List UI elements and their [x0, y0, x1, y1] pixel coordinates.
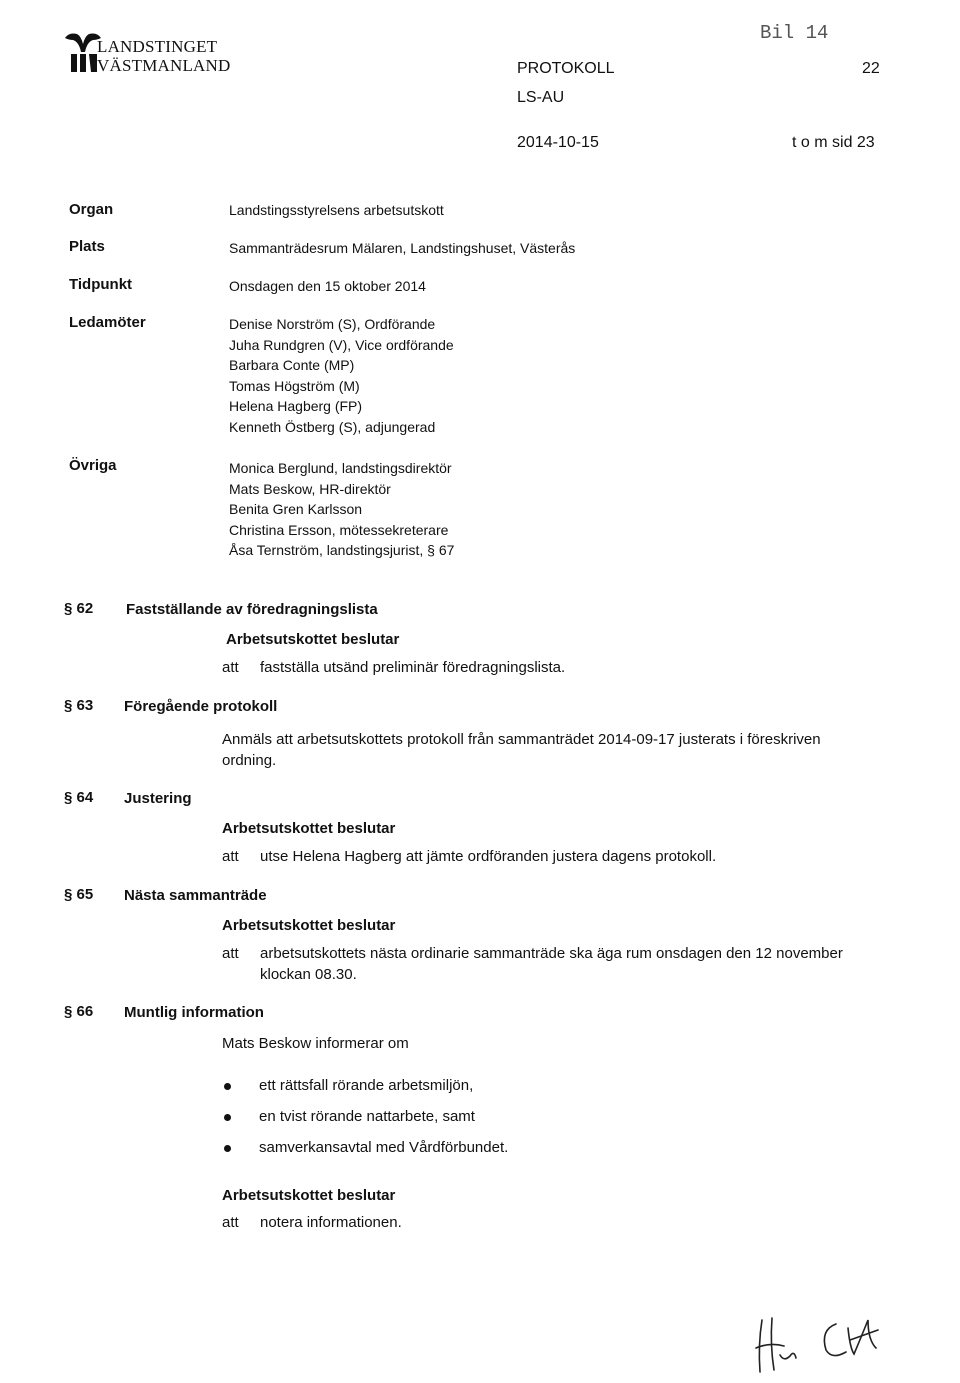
- tidpunkt-label: Tidpunkt: [69, 276, 133, 293]
- decision-text: notera informationen.: [260, 1214, 402, 1231]
- section-number: § 63: [64, 697, 94, 714]
- ovriga-label: Övriga: [69, 457, 117, 474]
- decision-label: Arbetsutskottet beslutar: [222, 917, 396, 934]
- list-item: [259, 1108, 475, 1125]
- meeting-date: 2014-10-15: [517, 134, 599, 151]
- decision-text: klockan 08.30.: [260, 966, 357, 983]
- ledamot: Kenneth Östberg (S), adjungerad: [229, 418, 436, 435]
- ledamot: Denise Norström (S), Ordförande: [229, 316, 436, 332]
- ovrig-person: Benita Gren Karlsson: [229, 501, 363, 517]
- ledamot: Tomas Högström (M): [229, 377, 360, 394]
- bullet-icon: [224, 1114, 231, 1121]
- doc-type: PROTOKOLL: [517, 60, 615, 77]
- att-keyword: att: [222, 659, 239, 676]
- organ-value: Landstingsstyrelsens arbetsutskott: [229, 202, 444, 218]
- ledamot: Barbara Conte (MP): [229, 357, 355, 373]
- plats-label: Plats: [69, 238, 105, 255]
- att-keyword: att: [222, 1214, 239, 1231]
- page-number: 22: [862, 60, 880, 77]
- section-title: Justering: [124, 790, 192, 807]
- org-name-line1: LANDSTINGET: [97, 37, 218, 56]
- decision-label: Arbetsutskottet beslutar: [226, 631, 400, 648]
- section-number: § 64: [64, 789, 94, 806]
- organ-label: Organ: [69, 201, 114, 218]
- section-text: ordning.: [222, 752, 277, 769]
- list-item-text: en tvist rörande nattarbete, samt: [259, 1108, 475, 1125]
- bil-stamp: Bil 14: [760, 22, 829, 44]
- decision-text: fastställa utsänd preliminär föredragningslista.: [260, 659, 566, 676]
- bullet-icon: [224, 1083, 231, 1090]
- att-keyword: att: [222, 848, 239, 865]
- list-item: [259, 1077, 473, 1094]
- ledamot: Juha Rundgren (V), Vice ordförande: [229, 336, 454, 353]
- section-title: Föregående protokoll: [124, 698, 278, 715]
- att-keyword: att: [222, 945, 239, 962]
- ledamoter-label: Ledamöter: [69, 314, 146, 331]
- section-number: § 66: [64, 1003, 94, 1020]
- handwritten-initials-signature: [750, 1300, 900, 1380]
- list-item-text: ett rättsfall rörande arbetsmiljön,: [259, 1077, 474, 1094]
- section-title: Muntlig information: [124, 1004, 264, 1021]
- decision-label: Arbetsutskottet beslutar: [222, 1187, 396, 1204]
- plats-value: Sammanträdesrum Mälaren, Landstingshuset, Västerås: [229, 240, 576, 256]
- org-name-line2: VÄSTMANLAND: [97, 56, 231, 75]
- section-title: Fastställande av föredragningslista: [126, 601, 378, 618]
- section-number: § 65: [64, 886, 94, 903]
- list-item-text: samverkansavtal med Vårdförbundet.: [259, 1139, 509, 1156]
- decision-text: arbetsutskottets nästa ordinarie sammanträde ska äga rum onsdagen den 12 november: [260, 945, 843, 962]
- section-number: § 62: [64, 600, 94, 617]
- decision-text: utse Helena Hagberg att jämte ordföranden justera dagens protokoll.: [260, 848, 717, 865]
- ledamoter-list: [229, 314, 454, 437]
- ovrig-person: Mats Beskow, HR-direktör: [229, 480, 391, 497]
- section-text: Anmäls att arbetsutskottets protokoll från sammanträdet 2014-09-17 justerats i föreskriven: [222, 731, 821, 748]
- logo: [63, 30, 233, 78]
- ovrig-person: Monica Berglund, landstingsdirektör: [229, 460, 452, 476]
- page-range: t o m sid 23: [792, 134, 875, 151]
- section-intro: Mats Beskow informerar om: [222, 1035, 409, 1052]
- ovriga-list: [229, 458, 454, 561]
- decision-label: Arbetsutskottet beslutar: [222, 820, 396, 837]
- bullet-icon: [224, 1145, 231, 1152]
- ovrig-person: Åsa Ternström, landstingsjurist, § 67: [229, 542, 455, 558]
- list-item: [259, 1139, 508, 1156]
- ovrig-person: Christina Ersson, mötessekreterare: [229, 521, 449, 538]
- section-title: Nästa sammanträde: [124, 887, 267, 904]
- ledamot: Helena Hagberg (FP): [229, 398, 363, 414]
- committee: LS-AU: [517, 89, 565, 106]
- tidpunkt-value: Onsdagen den 15 oktober 2014: [229, 278, 426, 294]
